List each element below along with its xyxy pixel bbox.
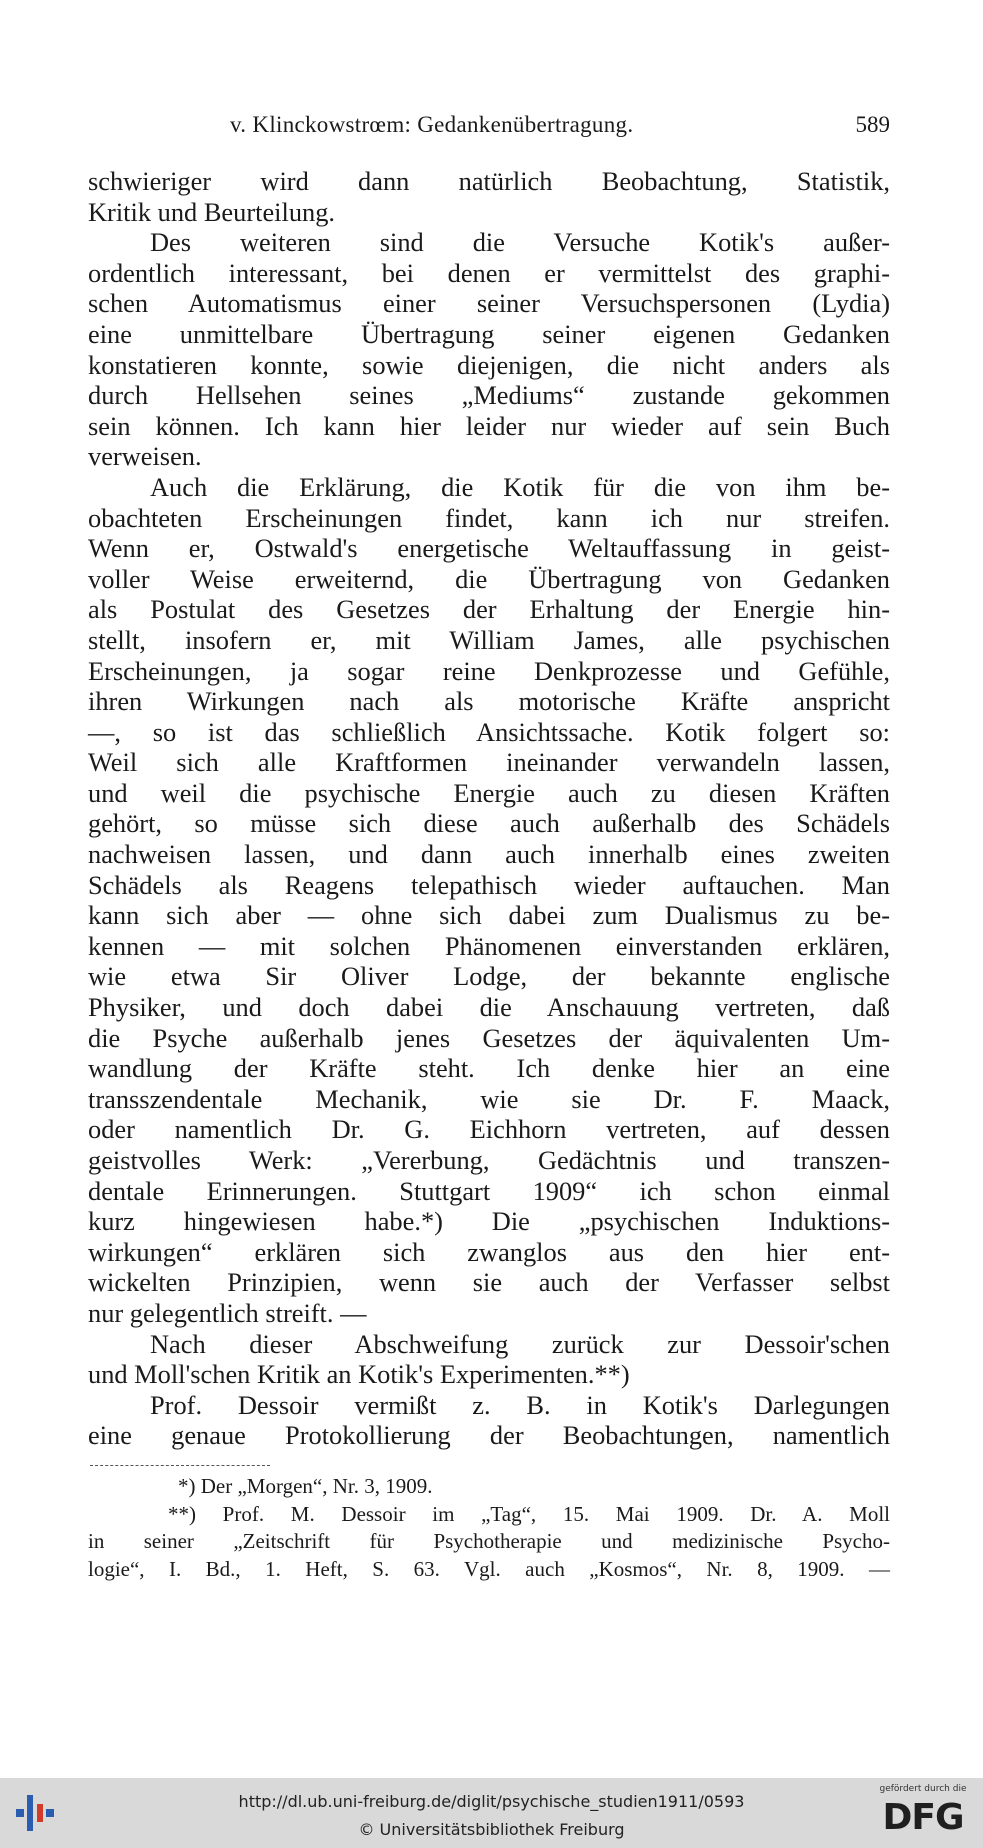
text-line: wirkungen“ erklären sich zwanglos aus den hier ent-: [88, 1236, 890, 1267]
text-line: nachweisen lassen, und dann auch innerhalb eines zweiten: [88, 839, 890, 870]
footnotes: [88, 1473, 890, 1583]
text-line: ordentlich interessant, bei denen er vermittelst des graphi-: [88, 257, 890, 288]
text-line: —, so ist das schließlich Ansichtssache. Kotik folgert so:: [88, 716, 890, 747]
footnote-line: in seiner „Zeitschrift für Psychotherapie und medizinische Psycho-: [88, 1529, 890, 1553]
text-line: kurz hingewiesen habe.*) Die „psychischen Induktions-: [88, 1206, 890, 1237]
text-line: schwieriger wird dann natürlich Beobachtung, Statistik,: [88, 166, 890, 196]
text-line: Weil sich alle Kraftformen ineinander verwandeln lassen,: [88, 747, 890, 778]
text-line: Wenn er, Ostwald's energetische Weltauffassung in geist-: [88, 533, 890, 564]
text-line: konstatieren konnte, sowie diejenigen, die nicht anders als: [88, 349, 890, 380]
text-line: dentale Erinnerungen. Stuttgart 1909“ ich schon einmal: [88, 1175, 890, 1206]
footnote-line: logie“, I. Bd., 1. Heft, S. 63. Vgl. auch „Kosmos“, Nr. 8, 1909. —: [88, 1556, 890, 1581]
text-line: schen Automatismus einer seiner Versuchspersonen (Lydia): [88, 288, 890, 319]
text-line: Auch die Erklärung, die Kotik für die von ihm be-: [150, 471, 890, 502]
text-line: die Psyche außerhalb jenes Gesetzes der äquivalenten Um-: [88, 1022, 890, 1053]
dfg-badge[interactable]: [873, 1784, 973, 1844]
text-line: Schädels als Reagens telepathisch wieder auftauchen. Man: [88, 869, 890, 900]
dfg-caption: gefördert durch die: [879, 1784, 967, 1794]
text-line: stellt, insofern er, mit William James, alle psychischen: [88, 624, 890, 655]
page-number: 589: [855, 112, 890, 137]
text-line: geistvolles Werk: „Vererbung, Gedächtnis und transzen-: [88, 1145, 890, 1175]
viewer-footer: [0, 1778, 983, 1848]
body-text: [88, 166, 890, 1451]
text-line: als Postulat des Gesetzes der Erhaltung der Energie hin-: [88, 594, 890, 625]
footer-url-link[interactable]: http://dl.ub.uni-freiburg.de/diglit/psychische_studien1911/0593: [238, 1792, 745, 1811]
text-line: ihren Wirkungen nach als motorische Kräfte anspricht: [88, 686, 890, 717]
text-line: eine unmittelbare Übertragung seiner eigenen Gedanken: [88, 318, 890, 349]
running-head: [90, 112, 890, 146]
text-line: oder namentlich Dr. G. Eichhorn vertreten, auf dessen: [88, 1114, 890, 1145]
text-line: Prof. Dessoir vermißt z. B. in Kotik's Darlegungen: [150, 1389, 890, 1420]
text-line: obachteten Erscheinungen findet, kann ich nur streifen.: [88, 502, 890, 533]
text-line: nur gelegentlich streift. —: [88, 1297, 367, 1328]
text-line: wie etwa Sir Oliver Lodge, der bekannte englische: [88, 961, 890, 992]
text-line: Kritik und Beurteilung.: [88, 196, 336, 227]
text-line: und Moll'schen Kritik an Kotik's Experimenten.**): [88, 1359, 630, 1390]
text-line: durch Hellsehen seines „Mediums“ zustande gekommen: [88, 380, 890, 411]
text-line: sein können. Ich kann hier leider nur wieder auf sein Buch: [88, 410, 890, 441]
text-line: eine genaue Protokollierung der Beobachtungen, namentlich: [88, 1420, 890, 1451]
text-line: verweisen.: [88, 441, 202, 472]
footnote-line: **) Prof. M. Dessoir im „Tag“, 15. Mai 1909. Dr. A. Moll: [168, 1501, 890, 1526]
text-line: gehört, so müsse sich diese auch außerhalb des Schädels: [88, 808, 890, 839]
text-line: Erscheinungen, ja sogar reine Denkprozesse und Gefühle,: [88, 655, 890, 686]
text-line: kann sich aber — ohne sich dabei zum Dualismus zu be-: [88, 900, 890, 931]
text-line: Des weiteren sind die Versuche Kotik's außer-: [150, 227, 890, 258]
footnote-rule: [90, 1465, 270, 1466]
text-line: wandlung der Kräfte steht. Ich denke hier an eine: [88, 1053, 890, 1084]
text-line: wickelten Prinzipien, wenn sie auch der Verfasser selbst: [88, 1267, 890, 1298]
text-line: und weil die psychische Energie auch zu diesen Kräften: [88, 777, 890, 808]
dfg-logo: DFG: [882, 1797, 964, 1838]
text-line: Nach dieser Abschweifung zurück zur Dessoir'schen: [150, 1328, 890, 1359]
footer-copyright: © Universitätsbibliothek Freiburg: [358, 1820, 625, 1839]
running-title: v. Klinckowstrœm: Gedankenübertragung.: [230, 112, 634, 137]
text-line: transszendentale Mechanik, wie sie Dr. F. Maack,: [88, 1083, 890, 1114]
footnote-line: *) Der „Morgen“, Nr. 3, 1909.: [178, 1474, 433, 1498]
text-line: kennen — mit solchen Phänomenen einverstanden erklären,: [88, 930, 890, 961]
text-line: Physiker, und doch dabei die Anschauung vertreten, daß: [88, 992, 890, 1023]
text-line: voller Weise erweiternd, die Übertragung von Gedanken: [88, 563, 890, 594]
